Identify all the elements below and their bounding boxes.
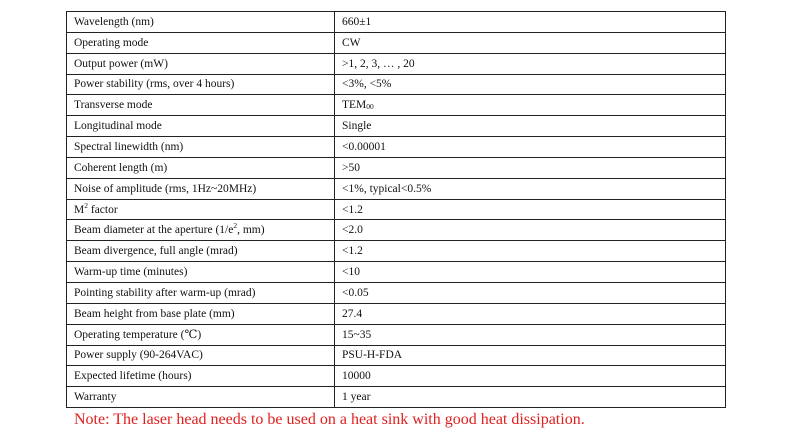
param-cell: Warranty bbox=[67, 387, 335, 408]
param-cell: Longitudinal mode bbox=[67, 116, 335, 137]
note-text: Note: The laser head needs to be used on a heat sink with good heat dissipation. bbox=[74, 411, 585, 428]
value-cell: <2.0 bbox=[335, 220, 726, 241]
param-cell: Pointing stability after warm-up (mrad) bbox=[67, 282, 335, 303]
param-cell: Beam height from base plate (mm) bbox=[67, 303, 335, 324]
value-subscript: 00 bbox=[366, 101, 374, 111]
table-row bbox=[67, 95, 726, 116]
param-rest-text: factor bbox=[87, 203, 118, 216]
param-cell: Transverse mode bbox=[67, 95, 335, 116]
table-row bbox=[67, 137, 726, 158]
value-cell: <0.05 bbox=[335, 282, 726, 303]
value-cell: CW bbox=[335, 32, 726, 53]
table-row bbox=[67, 157, 726, 178]
value-cell: <0.00001 bbox=[335, 137, 726, 158]
value-cell: 10000 bbox=[335, 366, 726, 387]
table-row bbox=[67, 282, 726, 303]
param-main-text: M bbox=[74, 203, 85, 216]
value-cell: >50 bbox=[335, 157, 726, 178]
table-row bbox=[67, 262, 726, 283]
table-row bbox=[67, 220, 726, 241]
value-cell: <3%, <5% bbox=[335, 74, 726, 95]
param-cell: Operating temperature (℃) bbox=[67, 324, 335, 345]
table-row bbox=[67, 387, 726, 408]
param-cell: Power supply (90-264VAC) bbox=[67, 345, 335, 366]
param-cell: Beam divergence, full angle (mrad) bbox=[67, 241, 335, 262]
table-row bbox=[67, 116, 726, 137]
param-superscript: 2 bbox=[84, 200, 88, 210]
table-row bbox=[67, 345, 726, 366]
table-row bbox=[67, 74, 726, 95]
param-rest-text: , mm) bbox=[237, 224, 265, 237]
specification-table bbox=[66, 11, 726, 408]
value-cell: 660±1 bbox=[335, 12, 726, 33]
param-main-text: Beam diameter at the aperture (1/e bbox=[74, 224, 234, 237]
param-cell: Coherent length (m) bbox=[67, 157, 335, 178]
param-cell: Wavelength (nm) bbox=[67, 12, 335, 33]
table-row bbox=[67, 241, 726, 262]
param-cell: Noise of amplitude (rms, 1Hz~20MHz) bbox=[67, 178, 335, 199]
table-row bbox=[67, 303, 726, 324]
param-cell bbox=[67, 199, 335, 220]
value-cell: <1.2 bbox=[335, 241, 726, 262]
param-superscript: 2 bbox=[233, 221, 238, 231]
value-cell bbox=[335, 95, 726, 116]
param-cell bbox=[67, 220, 335, 241]
value-cell: PSU-H-FDA bbox=[335, 345, 726, 366]
table-row bbox=[67, 199, 726, 220]
value-cell: >1, 2, 3, … , 20 bbox=[335, 53, 726, 74]
param-cell: Power stability (rms, over 4 hours) bbox=[67, 74, 335, 95]
table-row bbox=[67, 12, 726, 33]
value-cell: <1.2 bbox=[335, 199, 726, 220]
value-main-text: TEM bbox=[342, 98, 367, 111]
value-cell: 15~35 bbox=[335, 324, 726, 345]
table-row bbox=[67, 178, 726, 199]
table-row bbox=[67, 366, 726, 387]
table-row bbox=[67, 324, 726, 345]
value-cell: <1%, typical<0.5% bbox=[335, 178, 726, 199]
param-cell: Operating mode bbox=[67, 32, 335, 53]
param-cell: Spectral linewidth (nm) bbox=[67, 137, 335, 158]
param-cell: Output power (mW) bbox=[67, 53, 335, 74]
value-cell: 27.4 bbox=[335, 303, 726, 324]
table-row bbox=[67, 32, 726, 53]
value-cell: Single bbox=[335, 116, 726, 137]
value-cell: <10 bbox=[335, 262, 726, 283]
value-cell: 1 year bbox=[335, 387, 726, 408]
param-cell: Warm-up time (minutes) bbox=[67, 262, 335, 283]
param-cell: Expected lifetime (hours) bbox=[67, 366, 335, 387]
table-row bbox=[67, 53, 726, 74]
